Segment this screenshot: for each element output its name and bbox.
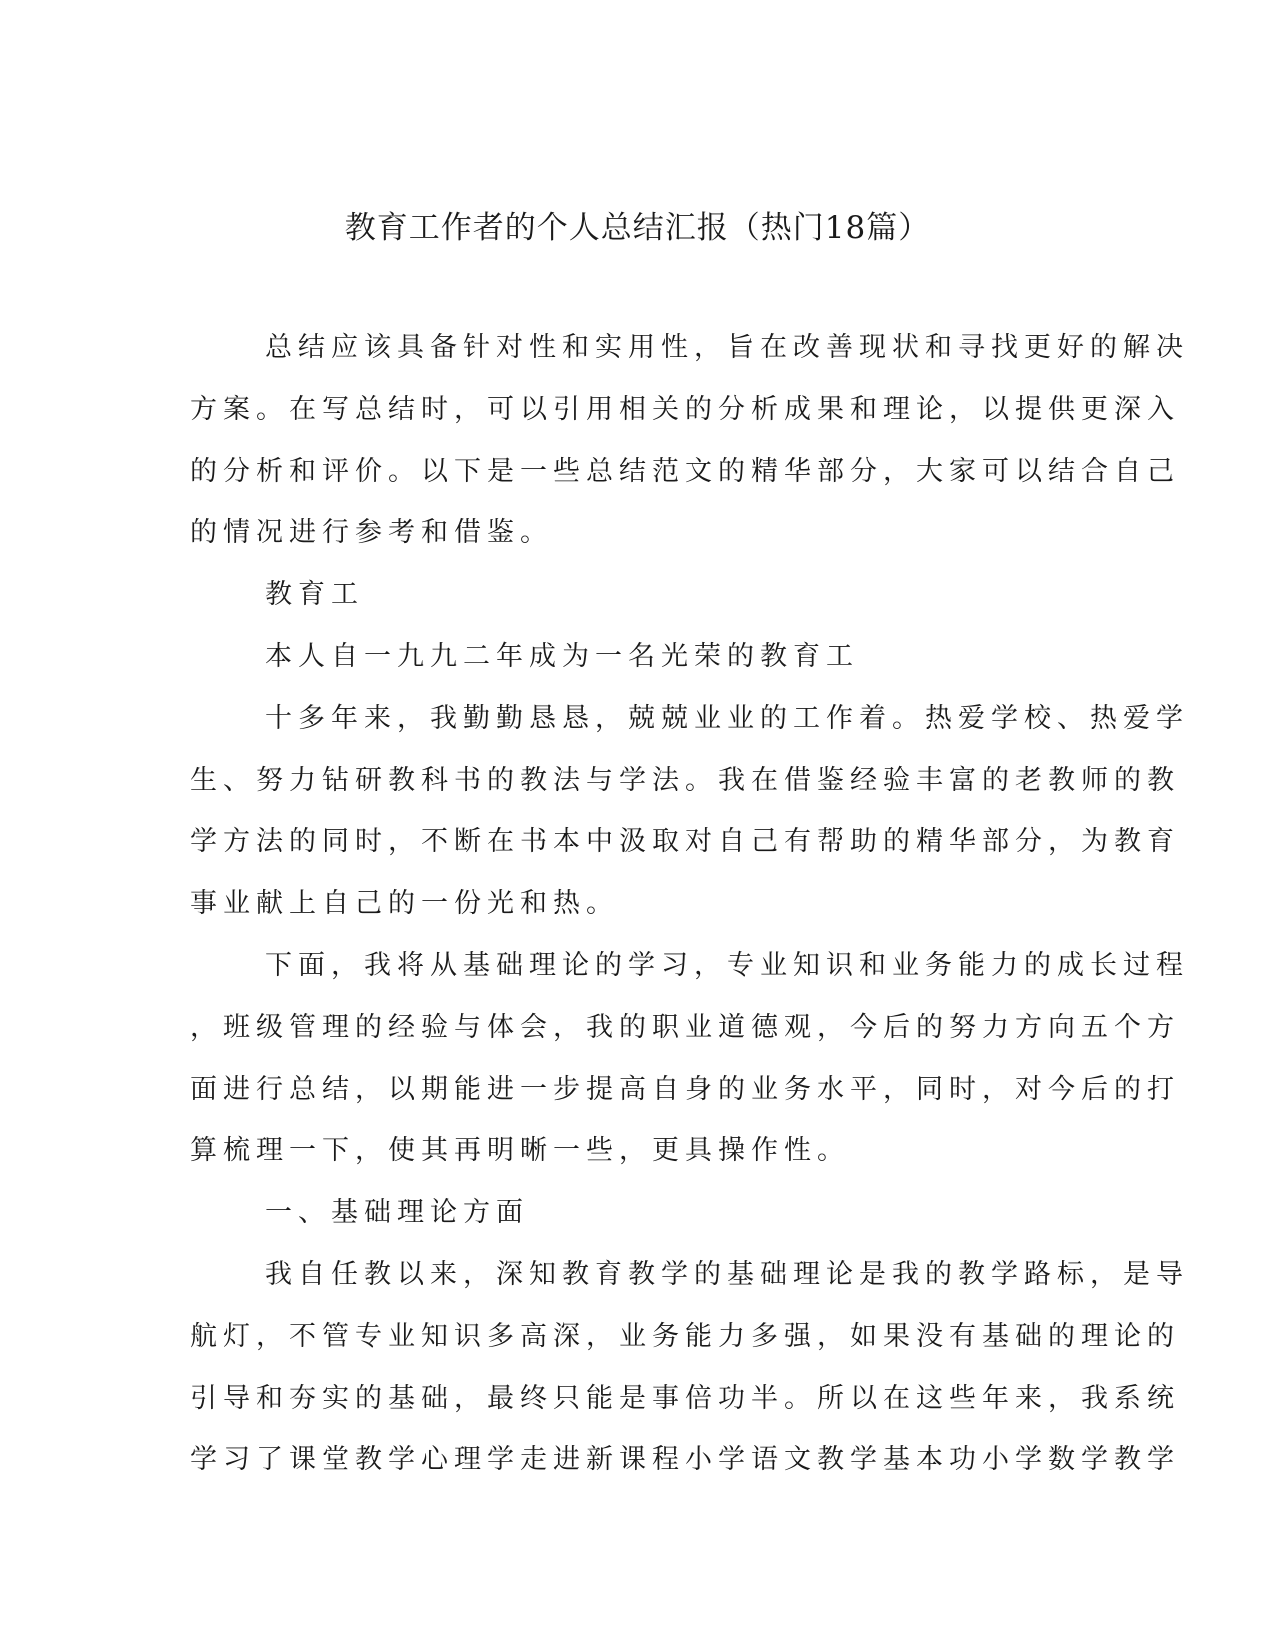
body-line: 我自任教以来，深知教育教学的基础理论是我的教学路标，是导 [265, 1258, 1189, 1290]
body-line: 算梳理一下，使其再明晰一些，更具操作性。 [190, 1135, 850, 1167]
body-line: 十多年来，我勤勤恳恳，兢兢业业的工作着。热爱学校、热爱学 [265, 702, 1189, 734]
body-line: 事业献上自己的一份光和热。 [190, 888, 619, 920]
body-line: 方案。在写总结时，可以引用相关的分析成果和理论，以提供更深入 [190, 393, 1180, 425]
document-body [190, 328, 1189, 1502]
body-line: 总结应该具备针对性和实用性，旨在改善现状和寻找更好的解决 [265, 332, 1189, 363]
body-line: ，班级管理的经验与体会，我的职业道德观，今后的努力方向五个方 [190, 1011, 1180, 1043]
body-line: 航灯，不管专业知识多高深，业务能力多强，如果没有基础的理论的 [190, 1320, 1180, 1352]
body-line: 一、基础理论方面 [265, 1197, 529, 1229]
body-line: 面进行总结，以期能进一步提高自身的业务水平，同时，对今后的打 [190, 1073, 1180, 1105]
body-line: 的情况进行参考和借鉴。 [190, 517, 553, 549]
body-line: 的分析和评价。以下是一些总结范文的精华部分，大家可以结合自己 [190, 455, 1180, 487]
body-line: 引导和夯实的基础，最终只能是事倍功半。所以在这些年来，我系统 [190, 1382, 1180, 1414]
body-line: 本人自一九九二年成为一名光荣的教育工 [265, 640, 859, 672]
body-line: 学方法的同时，不断在书本中汲取对自己有帮助的精华部分，为教育 [190, 826, 1180, 858]
body-line: 学习了课堂教学心理学走进新课程小学语文教学基本功小学数学教学 [190, 1444, 1180, 1476]
body-line: 下面，我将从基础理论的学习，专业知识和业务能力的成长过程 [265, 949, 1189, 981]
document-title: 教育工作者的个人总结汇报（热门18篇） [344, 210, 931, 246]
body-line: 生、努力钻研教科书的教法与学法。我在借鉴经验丰富的老教师的教 [190, 764, 1180, 796]
body-line: 教育工 [265, 579, 364, 611]
